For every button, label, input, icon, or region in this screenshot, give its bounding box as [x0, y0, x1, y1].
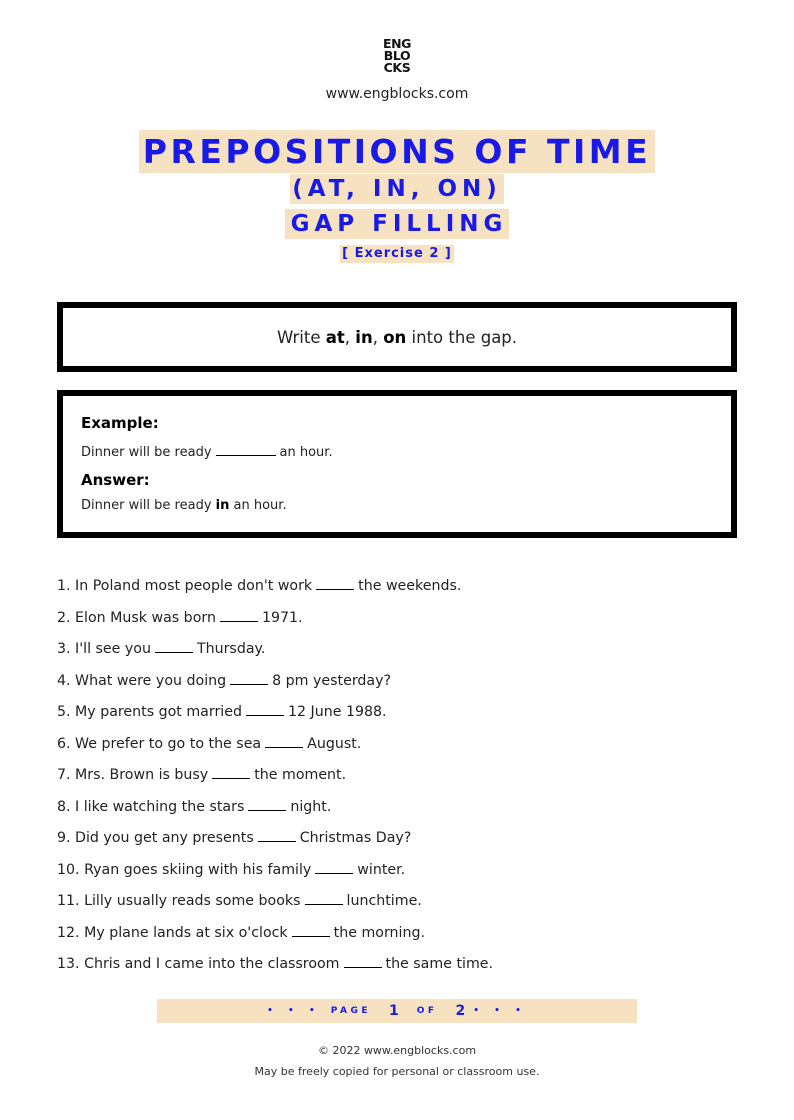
- instruction-text: [277, 328, 517, 347]
- example-after: an hour.: [279, 445, 333, 460]
- pager-current-page: 1: [388, 1003, 399, 1019]
- instruction-box: [57, 302, 737, 372]
- gap-blank[interactable]: [292, 922, 330, 937]
- instruction-word-at: at: [325, 327, 345, 347]
- question-text-before: 3. I'll see you: [57, 641, 151, 657]
- answer-word: in: [215, 498, 230, 513]
- site-url[interactable]: www.engblocks.com: [325, 86, 469, 102]
- question-text-before: 10. Ryan goes skiing with his family: [57, 861, 312, 878]
- question-text-before: 6. We prefer to go to the sea: [57, 735, 262, 752]
- question-text-after: the moment.: [254, 767, 347, 783]
- question-text-before: 5. My parents got married: [57, 704, 242, 720]
- question-text-after: the same time.: [385, 956, 494, 972]
- question-text-before: 1. In Poland most people don't work: [57, 578, 313, 594]
- instruction-prefix: Write: [276, 327, 326, 347]
- gap-blank[interactable]: [230, 670, 268, 685]
- usage-note: May be freely copied for personal or classroom use.: [254, 1065, 540, 1078]
- gap-blank[interactable]: [212, 764, 250, 779]
- pager-page-label: PAGE: [330, 1006, 371, 1016]
- gap-blank[interactable]: [344, 953, 382, 968]
- question-item: [57, 795, 737, 827]
- instruction-suffix: into the gap.: [406, 327, 518, 347]
- question-text-after: 12 June 1988.: [287, 704, 387, 720]
- question-item: [57, 574, 737, 606]
- question-text-before: 8. I like watching the stars: [57, 798, 245, 815]
- example-gap: [216, 443, 276, 456]
- question-item: [57, 952, 737, 984]
- question-text-after: Christmas Day?: [299, 830, 412, 846]
- instruction-word-in: in: [355, 327, 373, 347]
- question-text-before: 13. Chris and I came into the classroom: [57, 956, 340, 972]
- question-item: [57, 637, 737, 669]
- title-block: [0, 130, 794, 263]
- gap-blank[interactable]: [265, 733, 303, 748]
- question-text-after: Thursday.: [196, 641, 266, 657]
- question-text-before: 7. Mrs. Brown is busy: [57, 767, 209, 783]
- example-box: [57, 390, 737, 538]
- question-text-after: lunchtime.: [346, 893, 422, 909]
- gap-blank[interactable]: [315, 859, 353, 874]
- pager-dots-left: • • •: [267, 1006, 321, 1016]
- question-item: [57, 921, 737, 953]
- question-text-before: 12. My plane lands at six o'clock: [57, 924, 288, 941]
- question-text-after: winter.: [357, 861, 406, 878]
- exercise-type: GAP FILLING: [285, 209, 510, 239]
- answer-label: Answer:: [81, 471, 150, 489]
- question-item: [57, 700, 737, 732]
- pager-of-label: OF: [416, 1006, 438, 1016]
- question-item: [57, 732, 737, 764]
- page-indicator: [157, 999, 637, 1023]
- logo-line-3: CKS: [383, 60, 411, 75]
- question-text-after: night.: [290, 798, 332, 815]
- question-text-before: 4. What were you doing: [57, 672, 227, 689]
- answer-sentence: [81, 498, 287, 513]
- question-item: [57, 826, 737, 858]
- logo-line-2: BLO: [383, 48, 411, 63]
- gap-blank[interactable]: [316, 575, 354, 590]
- question-item: [57, 889, 737, 921]
- question-text-after: the weekends.: [358, 578, 462, 594]
- pager-dots-right: • • •: [473, 1006, 527, 1016]
- question-item: [57, 858, 737, 890]
- example-label: Example:: [81, 414, 159, 432]
- question-text-before: 9. Did you get any presents: [57, 830, 254, 846]
- question-text-after: 8 pm yesterday?: [272, 672, 392, 689]
- instruction-separator: ,: [372, 327, 384, 347]
- gap-blank[interactable]: [248, 796, 286, 811]
- gap-blank[interactable]: [220, 607, 258, 622]
- question-text-after: 1971.: [261, 609, 303, 626]
- page-subtitle: (AT, IN, ON): [292, 176, 502, 202]
- logo-line-1: ENG: [382, 36, 412, 51]
- copyright: © 2022 www.engblocks.com: [317, 1044, 477, 1057]
- question-text-before: 2. Elon Musk was born: [57, 609, 216, 626]
- question-text-after: August.: [307, 735, 362, 752]
- question-text-before: 11. Lilly usually reads some books: [57, 893, 301, 909]
- gap-blank[interactable]: [155, 638, 193, 653]
- answer-after: an hour.: [229, 498, 287, 513]
- answer-before: Dinner will be ready: [81, 498, 216, 513]
- question-item: [57, 669, 737, 701]
- gap-blank[interactable]: [305, 890, 343, 905]
- question-item: [57, 606, 737, 638]
- instruction-separator: ,: [344, 327, 356, 347]
- question-item: [57, 763, 737, 795]
- question-list: [57, 574, 737, 984]
- question-text-after: the morning.: [333, 924, 425, 941]
- instruction-word-on: on: [383, 327, 407, 347]
- engblocks-logo: [0, 38, 794, 74]
- pager-total-pages: 2: [455, 1003, 466, 1019]
- example-sentence: [81, 443, 333, 460]
- gap-blank[interactable]: [258, 827, 296, 842]
- gap-blank[interactable]: [246, 701, 284, 716]
- page-title: PREPOSITIONS OF TIME: [139, 130, 655, 173]
- exercise-number: [ Exercise 2 ]: [342, 246, 452, 261]
- example-before: Dinner will be ready: [81, 445, 212, 460]
